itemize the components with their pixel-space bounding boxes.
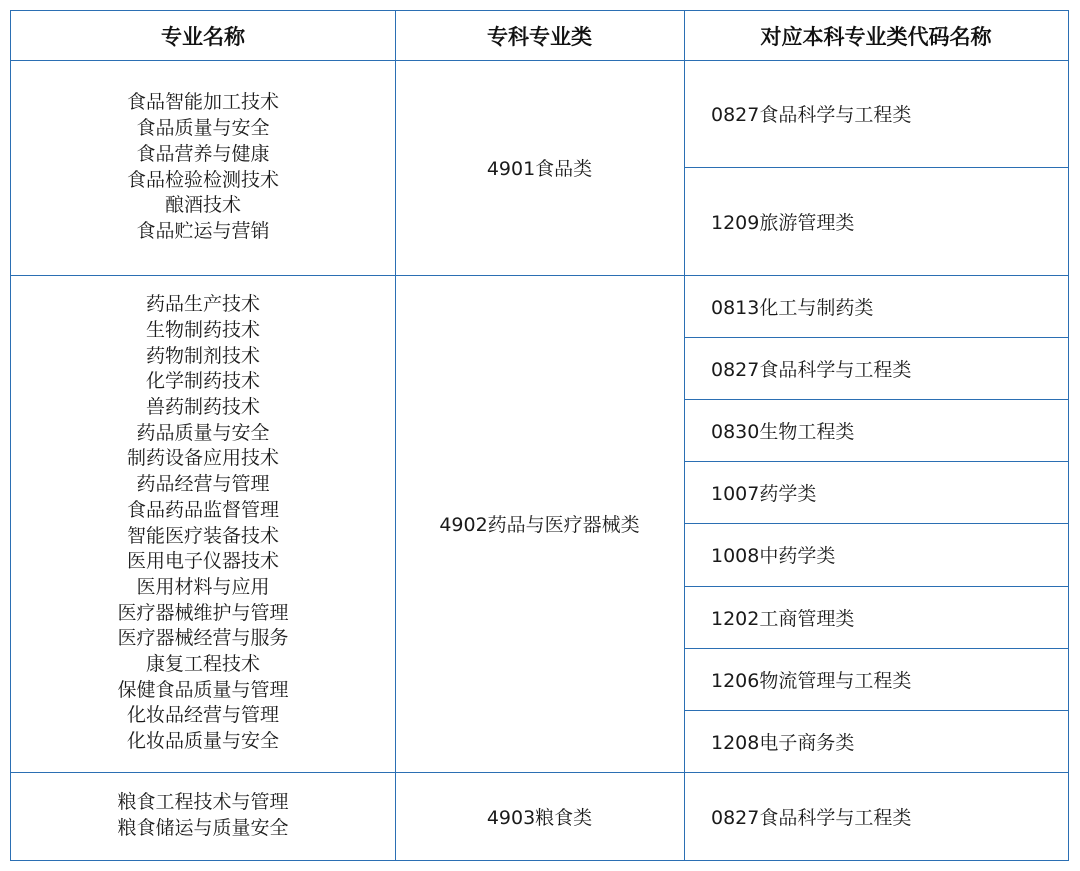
major-name: 药品生产技术 <box>145 293 260 316</box>
major-name: 医疗器械维护与管理 <box>117 601 289 624</box>
major-name: 粮食储运与质量安全 <box>117 817 289 839</box>
major-name: 生物制药技术 <box>145 318 260 341</box>
major-name: 药物制剂技术 <box>145 344 260 367</box>
major-name: 药品经营与管理 <box>136 473 270 496</box>
major-name: 兽药制药技术 <box>145 395 260 418</box>
undergrad-cell: 0827食品科学与工程类 <box>711 358 912 381</box>
major-name: 粮食工程技术与管理 <box>117 791 289 814</box>
major-name: 医疗器械经营与服务 <box>117 627 289 650</box>
major-name: 食品智能加工技术 <box>126 91 279 114</box>
major-name: 智能医疗装备技术 <box>126 524 279 547</box>
major-name: 保健食品质量与管理 <box>117 678 289 701</box>
undergrad-cell: 0827食品科学与工程类 <box>711 104 912 126</box>
undergrad-cell: 1208电子商务类 <box>711 731 855 754</box>
header-major-name: 专业名称 <box>161 24 245 49</box>
major-list-cell <box>11 60 395 275</box>
undergrad-cell: 1209旅游管理类 <box>711 211 855 234</box>
undergrad-cell: 0830生物工程类 <box>711 420 855 443</box>
major-name: 化学制药技术 <box>145 370 260 393</box>
undergrad-cell: 1007药学类 <box>711 482 817 505</box>
major-name: 医用材料与应用 <box>136 575 270 598</box>
undergrad-cell: 1202工商管理类 <box>711 607 855 630</box>
major-name: 食品贮运与营销 <box>136 219 270 242</box>
header-undergrad: 对应本科专业类代码名称 <box>760 24 992 49</box>
major-name: 食品检验检测技术 <box>126 168 279 191</box>
major-name: 食品药品监督管理 <box>126 498 279 521</box>
major-list-cell <box>11 275 395 772</box>
undergrad-cell: 1206物流管理与工程类 <box>711 669 912 692</box>
undergrad-cell: 1008中药学类 <box>711 545 836 567</box>
major-name: 化妆品质量与安全 <box>126 730 279 753</box>
category-cell: 4903粮食类 <box>486 806 593 829</box>
major-name: 食品营养与健康 <box>136 142 270 165</box>
major-table <box>10 10 1069 861</box>
major-name: 化妆品经营与管理 <box>126 704 279 727</box>
major-list-cell <box>11 772 395 860</box>
undergrad-cell: 0827食品科学与工程类 <box>711 806 912 829</box>
header-category: 专科专业类 <box>487 24 592 49</box>
category-cell: 4902药品与医疗器械类 <box>439 514 640 536</box>
major-name: 康复工程技术 <box>145 653 260 676</box>
major-name: 制药设备应用技术 <box>126 447 279 470</box>
major-name: 食品质量与安全 <box>136 117 270 140</box>
category-cell: 4901食品类 <box>486 158 593 180</box>
major-name: 医用电子仪器技术 <box>126 550 279 573</box>
major-name: 药品质量与安全 <box>136 421 270 444</box>
major-name: 酿酒技术 <box>164 194 241 217</box>
undergrad-cell: 0813化工与制药类 <box>711 296 874 319</box>
